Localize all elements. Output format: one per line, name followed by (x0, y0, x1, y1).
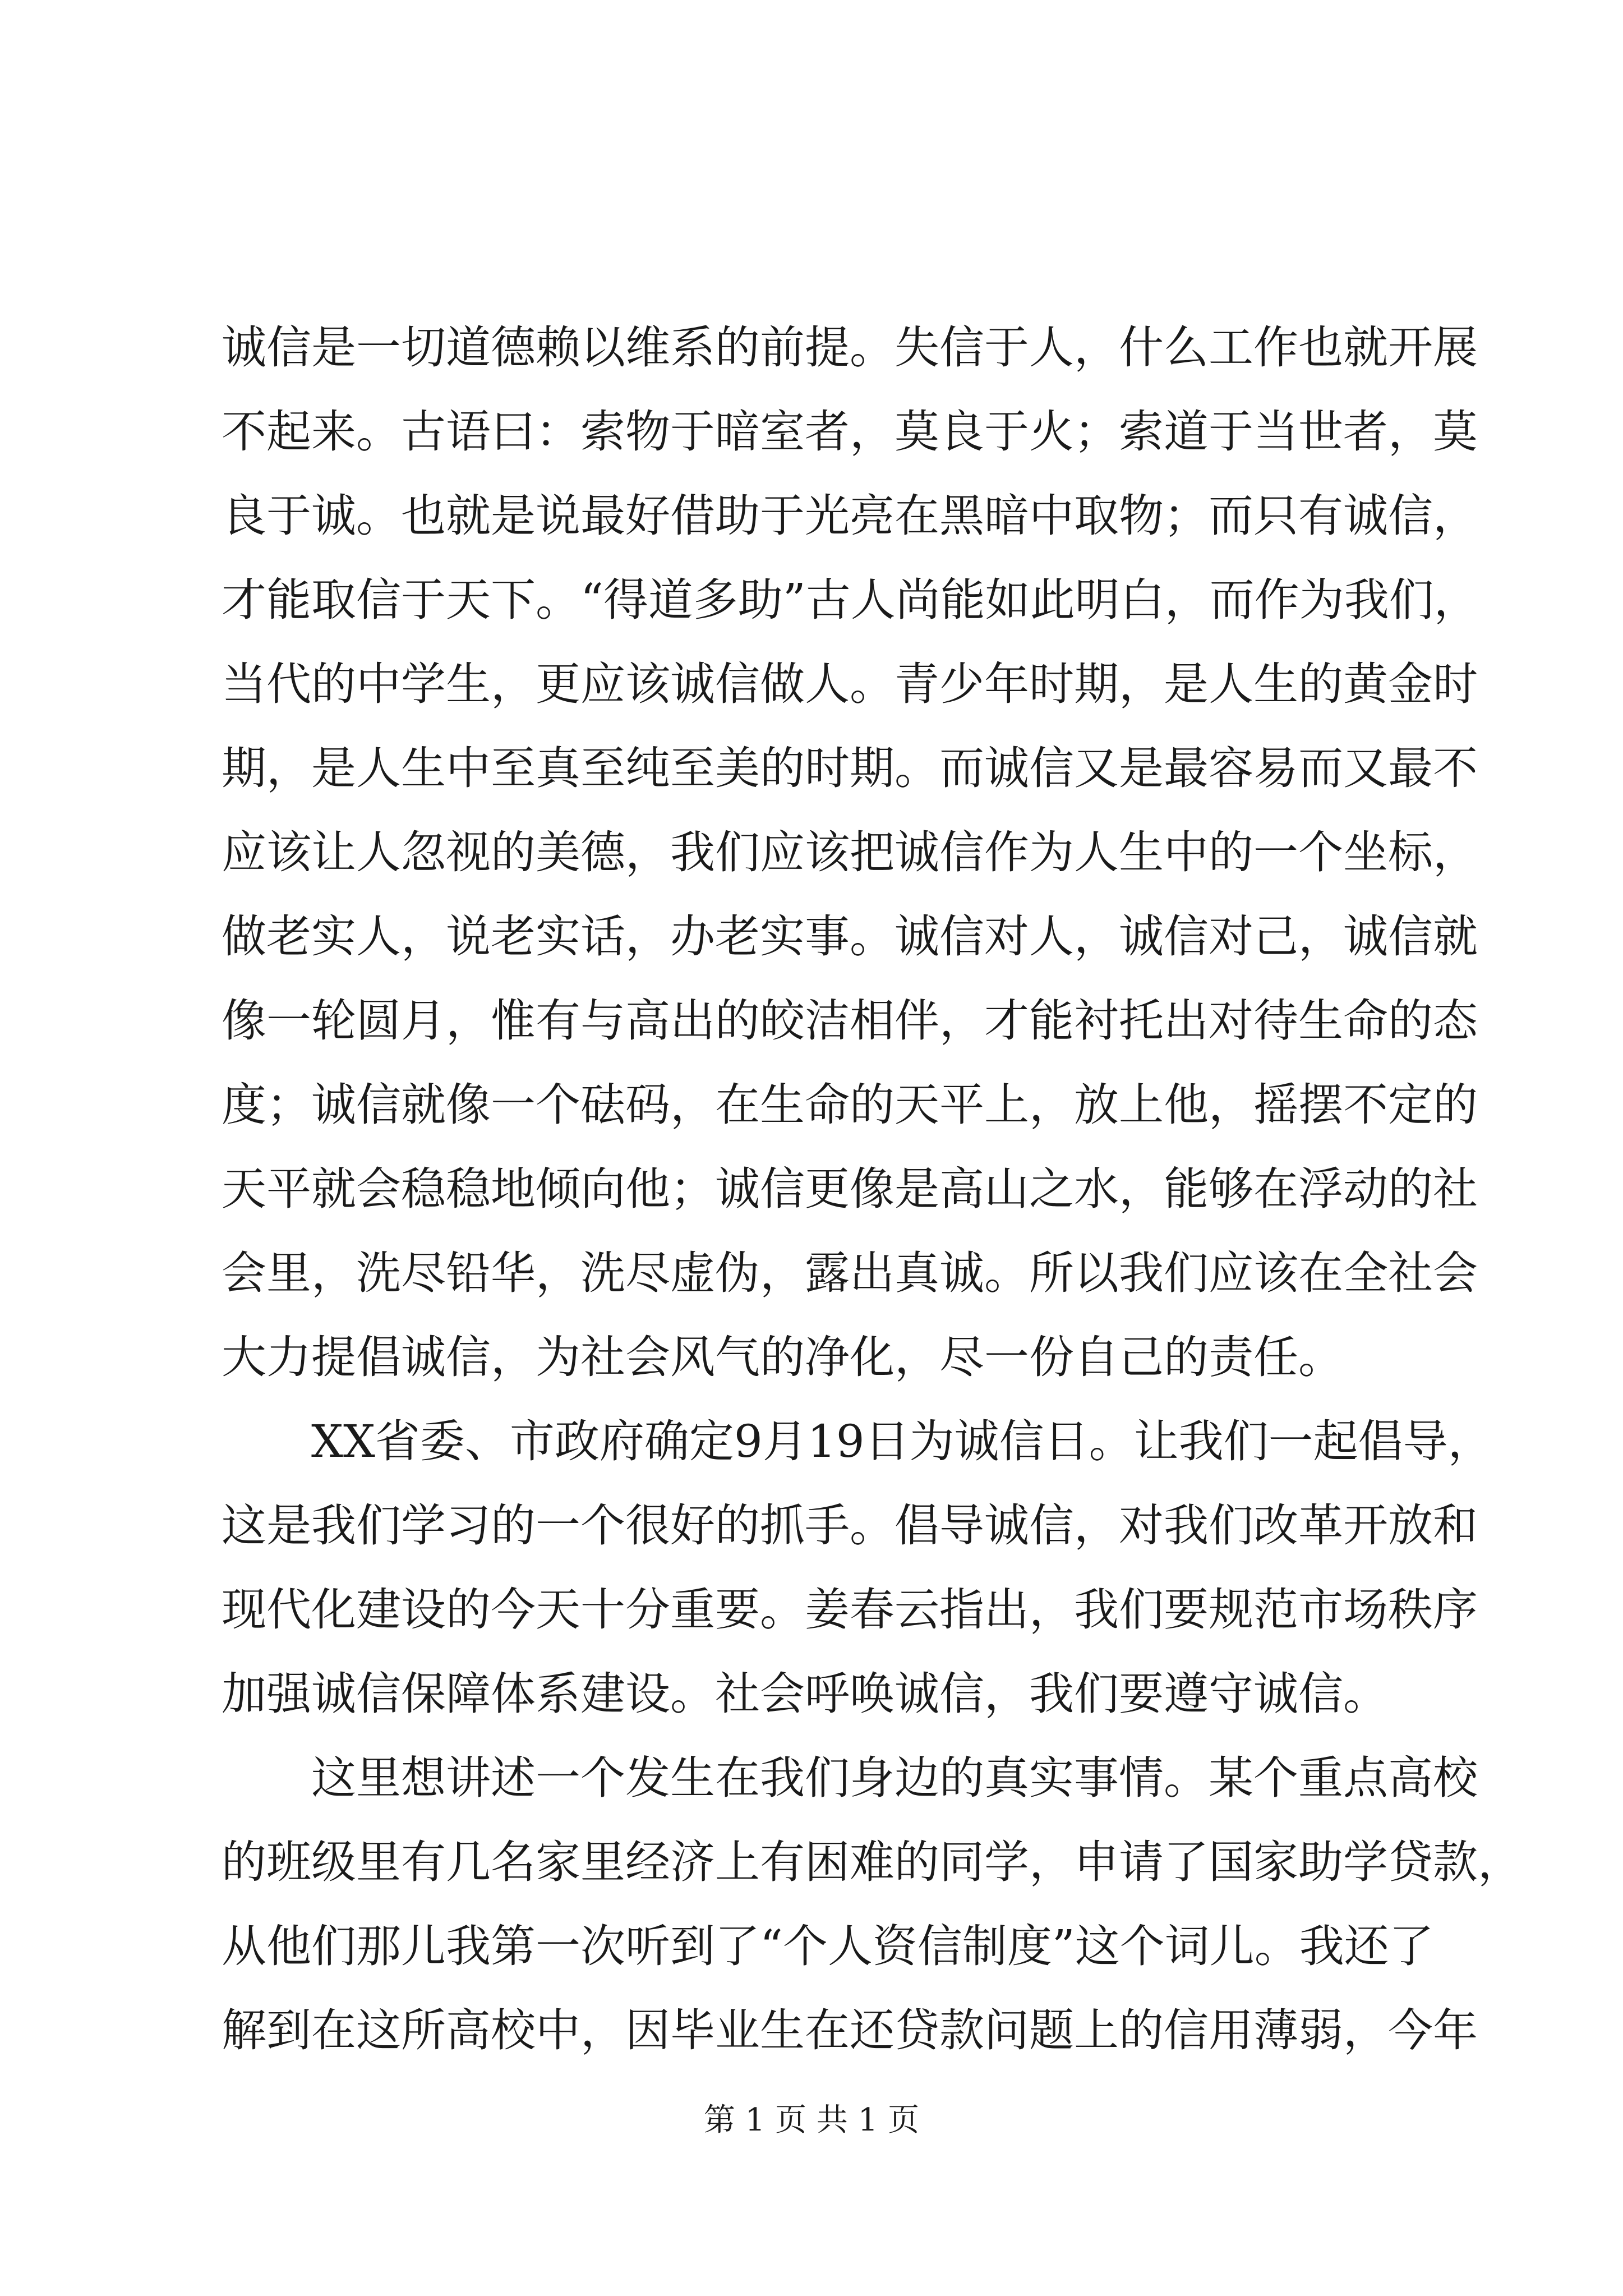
document-body (222, 306, 1523, 2073)
text-line: 不起来。古语曰：索物于暗室者，莫良于火；索道于当世者，莫 (222, 406, 1478, 458)
text-line: 这是我们学习的一个很好的抓手。倡导诚信，对我们改革开放和 (222, 1499, 1478, 1552)
text-line: 的班级里有几名家里经济上有困难的同学，申请了国家助学贷款， (222, 1836, 1523, 1888)
text-line: 现代化建设的今天十分重要。姜春云指出，我们要规范市场秩序 (222, 1584, 1478, 1636)
text-line: 诚信是一切道德赖以维系的前提。失信于人，什么工作也就开展 (222, 321, 1478, 374)
text-line: 做老实人，说老实话，办老实事。诚信对人，诚信对己，诚信就 (222, 910, 1478, 963)
text-line: 天平就会稳稳地倾向他；诚信更像是高山之水，能够在浮动的社 (222, 1163, 1478, 1215)
text-line: 这里想讲述一个发生在我们身边的真实事情。某个重点高校 (311, 1752, 1478, 1804)
text-line: 期，是人生中至真至纯至美的时期。而诚信又是最容易而又最不 (222, 742, 1478, 794)
text-line: 加强诚信保障体系建设。社会呼唤诚信，我们要遵守诚信。 (222, 1668, 1388, 1720)
text-line: 大力提倡诚信，为社会风气的净化，尽一份自己的责任。 (222, 1331, 1343, 1383)
text-line: 解到在这所高校中，因毕业生在还贷款问题上的信用薄弱，今年 (222, 2004, 1478, 2056)
text-line: 良于诚。也就是说最好借助于光亮在黑暗中取物；而只有诚信， (222, 490, 1478, 542)
text-line: 从他们那儿我第一次听到了“个人资信制度”这个词儿。我还了 (222, 1920, 1434, 1972)
text-line: 度；诚信就像一个砝码，在生命的天平上，放上他，摇摆不定的 (222, 1079, 1478, 1131)
text-line: 会里，洗尽铅华，洗尽虚伪，露出真诚。所以我们应该在全社会 (222, 1247, 1478, 1299)
text-line: XX省委、市政府确定9月19日为诚信日。让我们一起倡导， (311, 1415, 1493, 1467)
text-line: 才能取信于天下。“得道多助”古人尚能如此明白，而作为我们， (222, 574, 1479, 626)
text-line: 应该让人忽视的美德，我们应该把诚信作为人生中的一个坐标， (222, 826, 1478, 878)
page-number-footer: 第 1 页 共 1 页 (703, 2102, 920, 2138)
text-line: 像一轮圆月，惟有与高出的皎洁相伴，才能衬托出对待生命的态 (222, 995, 1478, 1047)
text-line: 当代的中学生，更应该诚信做人。青少年时期，是人生的黄金时 (222, 658, 1478, 710)
